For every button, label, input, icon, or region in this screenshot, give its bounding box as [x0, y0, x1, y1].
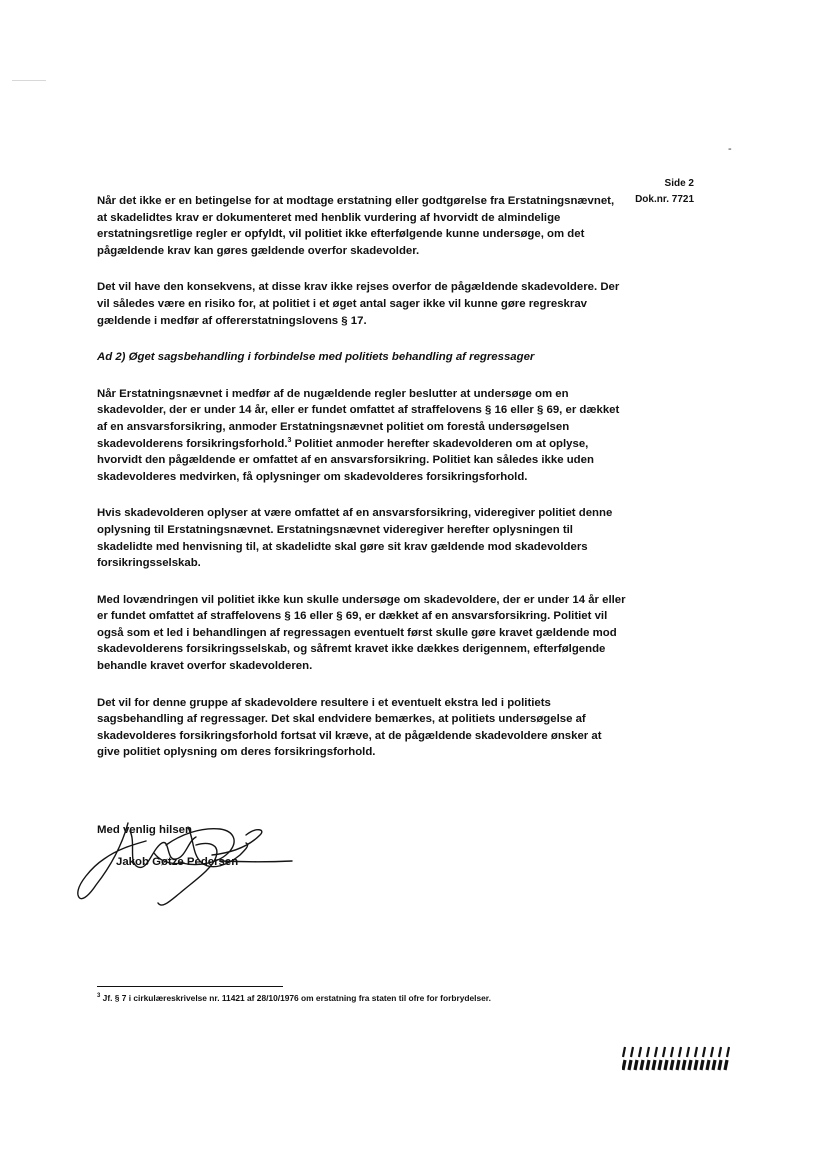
barcode	[622, 1045, 730, 1071]
scan-artifact	[12, 80, 46, 81]
paragraph-1: Når det ikke er en betingelse for at modtage erstatning eller godtgørelse fra Erstatningsnævnet, at skadelidtes krav er dokumenteret med henblik vurdering af hvorvidt de almindelige erstatningsretlige regler er opfyldt, vil politiet ikke efterfølgende kunne undersøge, om det pågældende krav kan gøres gældende overfor skadevolder.	[97, 195, 615, 257]
paragraph-5: Med lovændringen vil politiet ikke kun skulle undersøge om skadevoldere, der er under 14 år eller er fundet omfattet af straffelovens § 16 eller § 69, er dækket af en ansvarsforsikring. Politiet vil også som et led i behandlingen af regressagen eventuelt først skulle gøre kravet gældende mod skadevolderens forsikringsselskab, og såfremt kravet ikke dækkes derigennem, efterfølgende behandle kravet overfor skadevolderen.	[97, 593, 626, 673]
footnote-separator	[97, 986, 283, 987]
section-heading: Ad 2) Øget sagsbehandling i forbindelse med politiets behandling af regressager	[97, 351, 535, 364]
paragraph-3	[97, 386, 627, 486]
paragraph-3-end: Politiet anmoder herefter skadevolderen om at oplyse, hvorvidt den pågældende er omfattet af en ansvarsforsikring. Politiet kan således ikke uden skadevolderes medvirken, få oplysninger om skadevolderes forsikringsforhold.	[97, 437, 594, 483]
closing-greeting: Med venlig hilsen	[97, 824, 192, 836]
signer-name: Jakob Gøtze Pedersen	[116, 856, 239, 868]
corner-mark: -	[728, 143, 732, 155]
footnote-marker: 3	[97, 993, 101, 1000]
paragraph-3-start: Når Erstatningsnævnet i medfør af de nugældende regler beslutter at undersøge om en skadevolder, der er under 14 år, eller er fundet omfattet af straffelovens § 16 eller § 69, er dækket af en ansvarsforsikring, anmoder Erstatningsnævnet politiet om forestå undersøgelsen skadevolderens forsikringsforhold.	[97, 387, 620, 450]
page-number: Side 2	[664, 178, 694, 189]
footnote-reference[interactable]: 3	[287, 436, 292, 444]
letter-body	[97, 193, 627, 781]
page-meta	[628, 176, 694, 208]
paragraph-2: Det vil have den konsekvens, at disse krav ikke rejses overfor de pågældende skadevoldere. Der vil således være en risiko for, at politiet i et øget antal sager ikke vil kunne gøre regreskrav gældende i medfør af offererstatningslovens § 17.	[97, 281, 620, 327]
paragraph-4: Hvis skadevolderen oplyser at være omfattet af en ansvarsforsikring, videregiver politiet denne oplysning til Erstatningsnævnet. Erstatningsnævnet videregiver herefter oplysningen til skadelidte med henvisning til, at skadelidte skal gøre sit krav gældende mod skadevolders forsikringsselskab.	[97, 507, 613, 570]
document-number: Dok.nr. 7721	[635, 194, 694, 205]
footnote	[97, 993, 657, 1003]
paragraph-6: Det vil for denne gruppe af skadevoldere resultere i et eventuelt ekstra led i politiets sagsbehandling af regressager. Det skal endvidere bemærkes, at politiets undersøgelse af skadevolderes forsikringsforhold fortsat vil kræve, at de pågældende skadevoldere ønsker at give politiet oplysning om deres forsikringsforhold.	[97, 696, 602, 759]
handwritten-signature	[70, 805, 310, 915]
footnote-text: Jf. § 7 i cirkulæreskrivelse nr. 11421 af 28/10/1976 om erstatning fra staten til ofre for forbrydelser.	[100, 993, 491, 1003]
